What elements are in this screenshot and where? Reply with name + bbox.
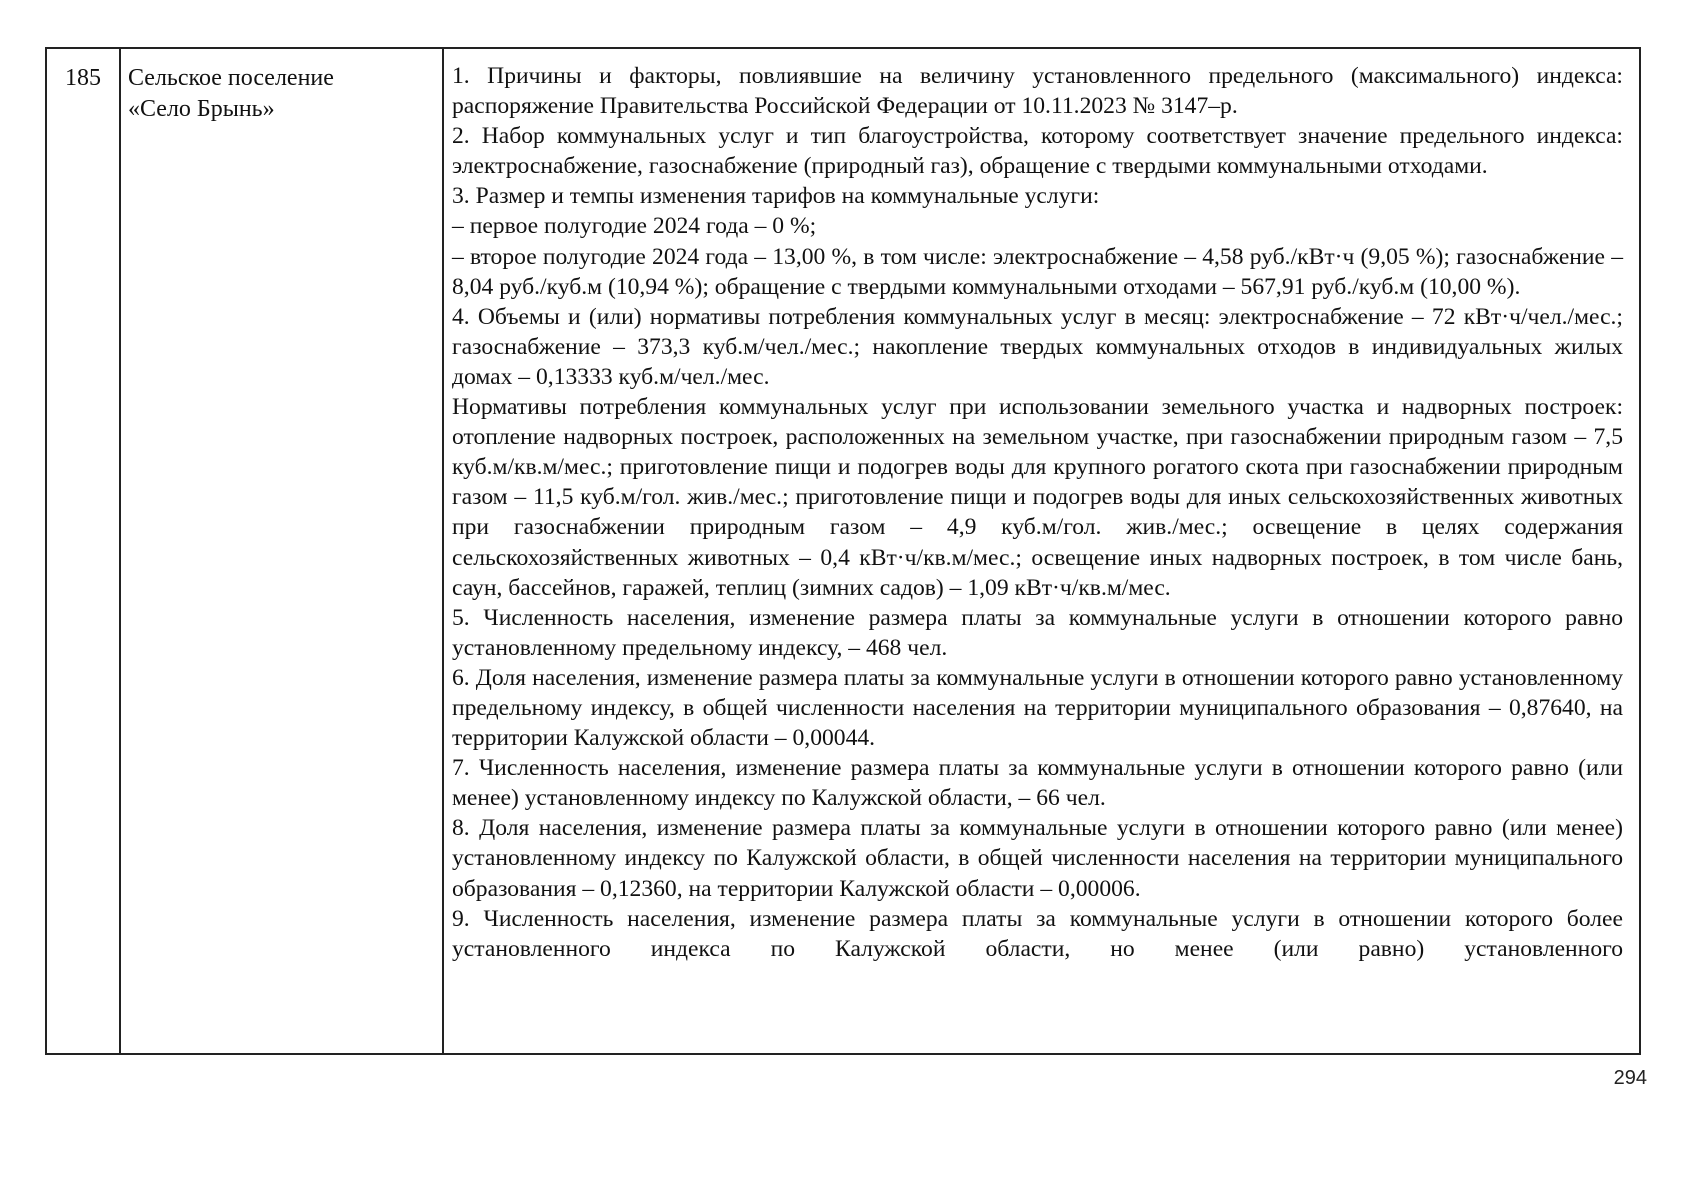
row-number: 185 — [65, 65, 101, 91]
document-table — [45, 47, 1641, 1055]
paragraph-9: 9. Численность населения, изменение размера платы за коммунальные услуги в отношении которого более установленного индекса по Калужской области, но менее (или равно) установленного — [452, 905, 1623, 962]
paragraph-8: 8. Доля населения, изменение размера платы за коммунальные услуги в отношении которого равно (или менее) установленному индексу по Калужской области, в общей численности населения на территории муниципального образования – 0,12360, на территории Калужской области – 0,00006. — [452, 815, 1623, 902]
municipality-name-line2: «Село Брынь» — [128, 96, 275, 122]
page-number: 294 — [1613, 1067, 1647, 1089]
paragraph-2: 2. Набор коммунальных услуг и тип благоустройства, которому соответствует значение предельного индекса: электроснабжение, газоснабжение (природный газ), обращение с твердыми коммунальными отходами. — [452, 123, 1623, 180]
paragraph-4-norms: Нормативы потребления коммунальных услуг при использовании земельного участка и надворных построек: отопление надворных построек, расположенных на земельном участке, при газоснабжении природным газом – 7,5 куб.м/кв.м/мес.; приготовление пищи и подогрев воды для крупного рогатого скота при газоснабжении природным газом – 11,5 куб.м/гол. жив./мес.; приготовление пищи и подогрев воды для иных сельскохозяйственных животных при газоснабжении природным газом – 4,9 куб.м/гол. жив./мес.; освещение в целях содержания сельскохозяйственных животных – 0,4 кВт·ч/кв.м/мес.; освещение иных надворных построек, в том числе бань, саун, бассейнов, гаражей, теплиц (зимних садов) – 1,09 кВт·ч/кв.м/мес. — [452, 394, 1623, 601]
paragraph-4: 4. Объемы и (или) нормативы потребления коммунальных услуг в месяц: электроснабжение – 72 кВт·ч/чел./мес.; газоснабжение – 373,3 куб.м/чел./мес.; накопление твердых коммунальных отходов в индивидуальных жилых домах – 0,13333 куб.м/чел./мес. — [452, 303, 1623, 390]
paragraph-5: 5. Численность населения, изменение размера платы за коммунальные услуги в отношении которого равно установленному предельному индексу, – 468 чел. — [452, 604, 1623, 661]
paragraph-7: 7. Численность населения, изменение размера платы за коммунальные услуги в отношении которого равно (или менее) установленному индексу по Калужской области, – 66 чел. — [452, 755, 1623, 812]
content-cell — [444, 49, 1639, 1053]
paragraph-3-item-1: – первое полугодие 2024 года – 0 %; — [452, 213, 817, 240]
paragraph-1: 1. Причины и факторы, повлиявшие на величину установленного предельного (максимального) индекса: распоряжение Правительства Российской Федерации от 10.11.2023 № 3147–р. — [452, 63, 1623, 120]
row-number-cell — [47, 49, 121, 1053]
paragraph-6: 6. Доля населения, изменение размера платы за коммунальные услуги в отношении которого равно установленному предельному индексу, в общей численности населения на территории муниципального образования – 0,87640, на территории Калужской области – 0,00044. — [452, 664, 1623, 752]
municipality-name-cell — [121, 49, 444, 1053]
paragraph-3-item-2: – второе полугодие 2024 года – 13,00 %, в том числе: электроснабжение – 4,58 руб./кВт·ч (9,05 %); газоснабжение – 8,04 руб./куб.м (10,94 %); обращение с твердыми коммунальными отходами – 567,91 руб./куб.м (10,00 %). — [452, 243, 1623, 300]
municipality-name-line1: Сельское поселение — [128, 65, 334, 91]
paragraph-3: 3. Размер и темпы изменения тарифов на коммунальные услуги: — [452, 183, 1100, 210]
